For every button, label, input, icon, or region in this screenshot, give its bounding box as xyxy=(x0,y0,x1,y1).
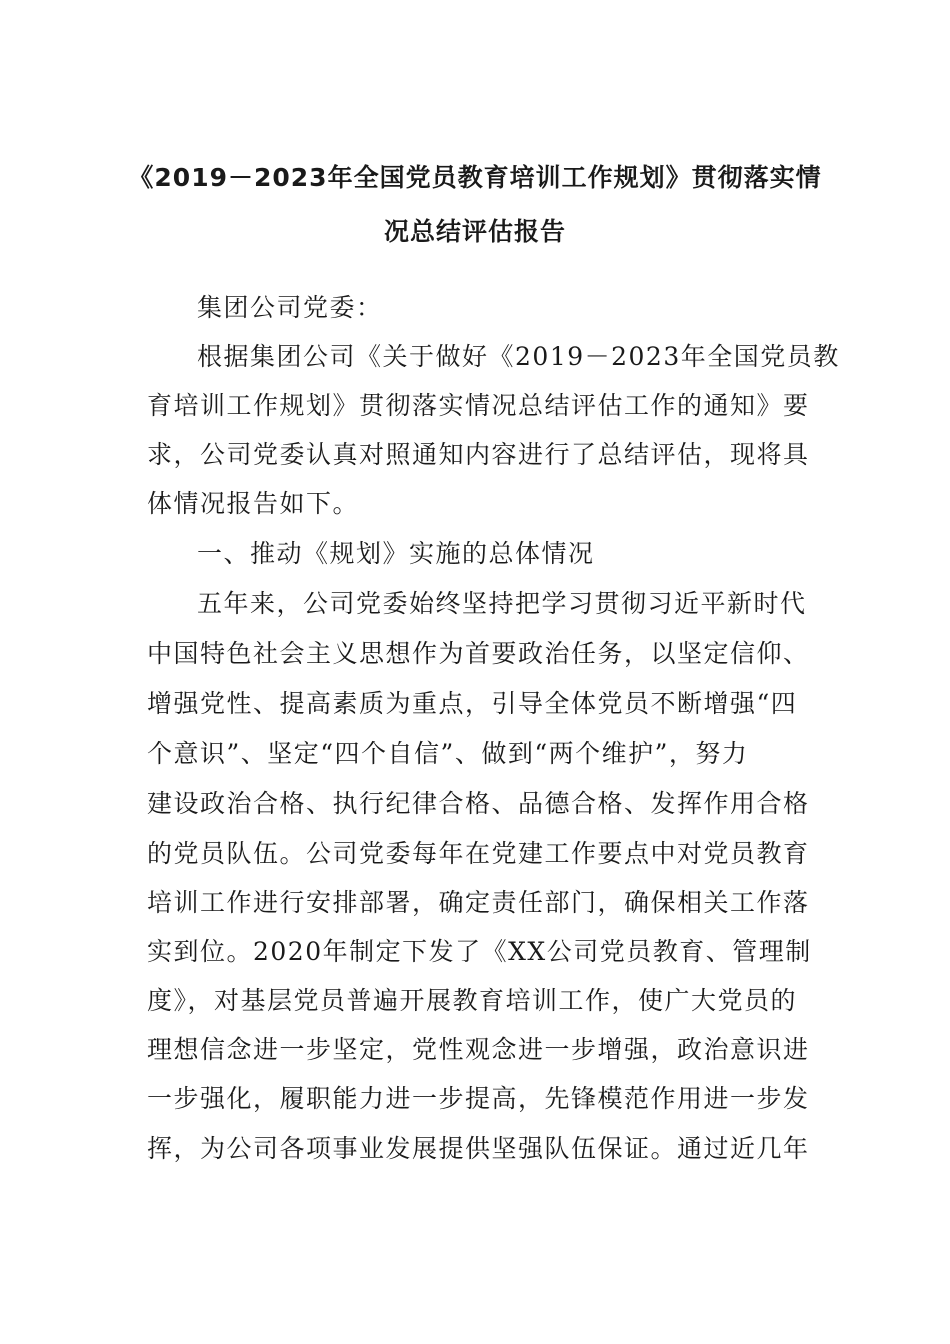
paragraph-line: 育培训工作规划》贯彻落实情况总结评估工作的通知》要 xyxy=(147,391,810,420)
section-heading: 一、推动《规划》实施的总体情况 xyxy=(197,539,595,568)
paragraph-line: 挥，为公司各项事业发展提供坚强队伍保证。通过近几年 xyxy=(147,1134,810,1163)
document-title-line-2: 况总结评估报告 xyxy=(383,217,566,246)
paragraph-line: 实到位。2020年制定下发了《XX公司党员教育、管理制 xyxy=(147,937,812,966)
salutation: 集团公司党委： xyxy=(197,293,383,322)
paragraph-line: 一步强化，履职能力进一步提高，先锋模范作用进一步发 xyxy=(147,1084,810,1113)
paragraph-line: 建设政治合格、执行纪律合格、品德合格、发挥作用合格 xyxy=(147,789,810,818)
paragraph-line: 五年来，公司党委始终坚持把学习贯彻习近平新时代 xyxy=(197,589,807,618)
document-title-line-1: 《2019－2023年全国党员教育培训工作规划》贯彻落实情 xyxy=(128,163,822,192)
paragraph-line: 的党员队伍。公司党委每年在党建工作要点中对党员教育 xyxy=(147,839,810,868)
paragraph-line: 度》，对基层党员普遍开展教育培训工作，使广大党员的 xyxy=(147,986,798,1015)
paragraph-line: 理想信念进一步坚定，党性观念进一步增强，政治意识进 xyxy=(147,1035,810,1064)
paragraph-line: 增强党性、提高素质为重点，引导全体党员不断增强“四 xyxy=(147,689,798,718)
paragraph-line: 体情况报告如下。 xyxy=(147,489,360,518)
paragraph-line: 中国特色社会主义思想作为首要政治任务，以坚定信仰、 xyxy=(147,639,810,668)
paragraph-line: 根据集团公司《关于做好《2019－2023年全国党员教 xyxy=(197,342,840,371)
paragraph-line: 培训工作进行安排部署，确定责任部门，确保相关工作落 xyxy=(147,888,810,917)
paragraph-line: 个意识”、坚定“四个自信”、做到“两个维护”，努力 xyxy=(147,739,749,768)
paragraph-line: 求，公司党委认真对照通知内容进行了总结评估，现将具 xyxy=(147,440,810,469)
